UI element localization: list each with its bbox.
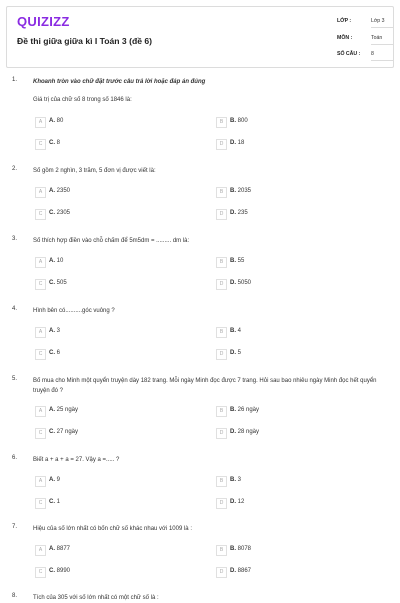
option-value: 25 ngày bbox=[56, 407, 79, 413]
option-value: 2350 bbox=[56, 188, 71, 194]
question-text: Hiệu của số lớn nhất có bốn chữ số khác nhau với 1009 là : bbox=[33, 526, 192, 532]
question-number: 6. bbox=[12, 455, 18, 461]
option-letter-box: B bbox=[216, 117, 227, 128]
question-text: Số thích hợp điền vào chỗ chấm để 5m5dm = ......... dm là: bbox=[33, 238, 190, 244]
question-number: 1. bbox=[12, 77, 18, 83]
option-letter-box: A bbox=[35, 187, 46, 198]
option-value: 9 bbox=[56, 477, 61, 483]
option-value: 26 ngày bbox=[237, 407, 260, 413]
meta-grade-value: Lớp 3 bbox=[371, 18, 393, 28]
option-value: 10 bbox=[56, 258, 64, 264]
option-value: 1 bbox=[56, 499, 61, 505]
option-value: 800 bbox=[237, 118, 248, 124]
option-label: A. bbox=[49, 407, 55, 413]
option-letter-box: D bbox=[216, 567, 227, 578]
option-value: 8990 bbox=[56, 568, 71, 574]
meta-subject-label: MÔN : bbox=[337, 35, 353, 41]
option-label: C. bbox=[49, 210, 55, 216]
option-letter-box: D bbox=[216, 349, 227, 360]
option-value: 505 bbox=[56, 280, 67, 286]
option-label: D. bbox=[230, 568, 236, 574]
option-value: 8877 bbox=[56, 546, 71, 552]
option-label: A. bbox=[49, 118, 55, 124]
meta-grade bbox=[337, 18, 393, 32]
option-letter-box: A bbox=[35, 476, 46, 487]
option-label: C. bbox=[49, 140, 55, 146]
worksheet-title: Đề thi giữa giữa kì I Toán 3 (đề 6) bbox=[17, 36, 153, 46]
option-value: 235 bbox=[237, 210, 248, 216]
option-label: D. bbox=[230, 429, 236, 435]
option-label: C. bbox=[49, 350, 55, 356]
question-number: 4. bbox=[12, 306, 18, 312]
option-letter-box: D bbox=[216, 139, 227, 150]
option-letter-box: B bbox=[216, 476, 227, 487]
question-number: 5. bbox=[12, 376, 18, 382]
meta-grade-label: LỚP : bbox=[337, 18, 352, 24]
option-label: A. bbox=[49, 188, 55, 194]
option-value: 80 bbox=[56, 118, 64, 124]
option-letter-box: B bbox=[216, 327, 227, 338]
option-label: D. bbox=[230, 350, 236, 356]
option-label: A. bbox=[49, 477, 55, 483]
option-label: B. bbox=[230, 477, 236, 483]
question-number: 3. bbox=[12, 236, 18, 242]
option-letter-box: C bbox=[35, 428, 46, 439]
option-letter-box: C bbox=[35, 567, 46, 578]
worksheet-header bbox=[6, 6, 394, 68]
option-value: 3 bbox=[56, 328, 61, 334]
option-letter-box: D bbox=[216, 428, 227, 439]
question-text: Hình bên có..........góc vuông ? bbox=[33, 308, 115, 314]
option-label: B. bbox=[230, 407, 236, 413]
option-letter-box: A bbox=[35, 117, 46, 128]
meta-subject-value: Toán bbox=[371, 35, 393, 45]
question-number: 8. bbox=[12, 593, 18, 599]
option-letter-box: A bbox=[35, 406, 46, 417]
option-label: B. bbox=[230, 118, 236, 124]
question-text: Tích của 305 với số lớn nhất có một chữ số là : bbox=[33, 595, 159, 601]
question-text: Giá trị của chữ số 8 trong số 1846 là: bbox=[33, 97, 132, 103]
option-value: 27 ngày bbox=[56, 429, 79, 435]
option-letter-box: B bbox=[216, 545, 227, 556]
option-label: D. bbox=[230, 499, 236, 505]
option-value: 5 bbox=[237, 350, 242, 356]
question-text: Bố mua cho Minh một quyển truyện dày 182 trang. Mỗi ngày Minh đọc được 7 trang. Hỏi sau bao nhiêu ngày Minh đọc hết quyển truyện đó ? bbox=[33, 378, 377, 394]
option-value: 5050 bbox=[237, 280, 252, 286]
option-letter-box: C bbox=[35, 209, 46, 220]
option-value: 8867 bbox=[237, 568, 252, 574]
meta-count bbox=[337, 51, 393, 65]
option-value: 12 bbox=[237, 499, 245, 505]
option-label: A. bbox=[49, 546, 55, 552]
option-value: 2035 bbox=[237, 188, 252, 194]
option-label: C. bbox=[49, 499, 55, 505]
option-label: A. bbox=[49, 258, 55, 264]
question-instruction: Khoanh tròn vào chữ đặt trước câu trả lời hoặc đáp án đúng bbox=[33, 79, 206, 85]
option-value: 28 ngày bbox=[237, 429, 260, 435]
option-letter-box: C bbox=[35, 498, 46, 509]
option-letter-box: A bbox=[35, 257, 46, 268]
option-label: B. bbox=[230, 258, 236, 264]
meta-count-label: SỐ CÂU : bbox=[337, 51, 361, 57]
question-text: Biết a + a + a = 27. Vậy a =..... ? bbox=[33, 457, 120, 463]
option-letter-box: D bbox=[216, 498, 227, 509]
option-letter-box: C bbox=[35, 139, 46, 150]
question-number: 7. bbox=[12, 524, 18, 530]
option-label: B. bbox=[230, 328, 236, 334]
option-letter-box: A bbox=[35, 545, 46, 556]
option-value: 8 bbox=[56, 140, 61, 146]
option-value: 55 bbox=[237, 258, 245, 264]
option-letter-box: C bbox=[35, 279, 46, 290]
option-label: B. bbox=[230, 546, 236, 552]
option-label: D. bbox=[230, 140, 236, 146]
option-letter-box: A bbox=[35, 327, 46, 338]
question-text: Số gồm 2 nghìn, 3 trăm, 5 đơn vị được viết là: bbox=[33, 168, 156, 174]
option-value: 2305 bbox=[56, 210, 71, 216]
option-value: 18 bbox=[237, 140, 245, 146]
meta-subject bbox=[337, 35, 393, 49]
question-number: 2. bbox=[12, 166, 18, 172]
option-label: C. bbox=[49, 568, 55, 574]
option-value: 3 bbox=[237, 477, 242, 483]
option-value: 4 bbox=[237, 328, 242, 334]
option-label: C. bbox=[49, 429, 55, 435]
option-value: 6 bbox=[56, 350, 61, 356]
option-letter-box: D bbox=[216, 279, 227, 290]
option-letter-box: C bbox=[35, 349, 46, 360]
option-letter-box: D bbox=[216, 209, 227, 220]
meta-count-value: 8 bbox=[371, 51, 393, 61]
option-label: A. bbox=[49, 328, 55, 334]
option-label: D. bbox=[230, 210, 236, 216]
option-label: D. bbox=[230, 280, 236, 286]
option-letter-box: B bbox=[216, 187, 227, 198]
option-letter-box: B bbox=[216, 406, 227, 417]
option-label: C. bbox=[49, 280, 55, 286]
option-letter-box: B bbox=[216, 257, 227, 268]
quizizz-logo: QUIZIZZ bbox=[17, 14, 70, 29]
option-value: 8078 bbox=[237, 546, 252, 552]
option-label: B. bbox=[230, 188, 236, 194]
